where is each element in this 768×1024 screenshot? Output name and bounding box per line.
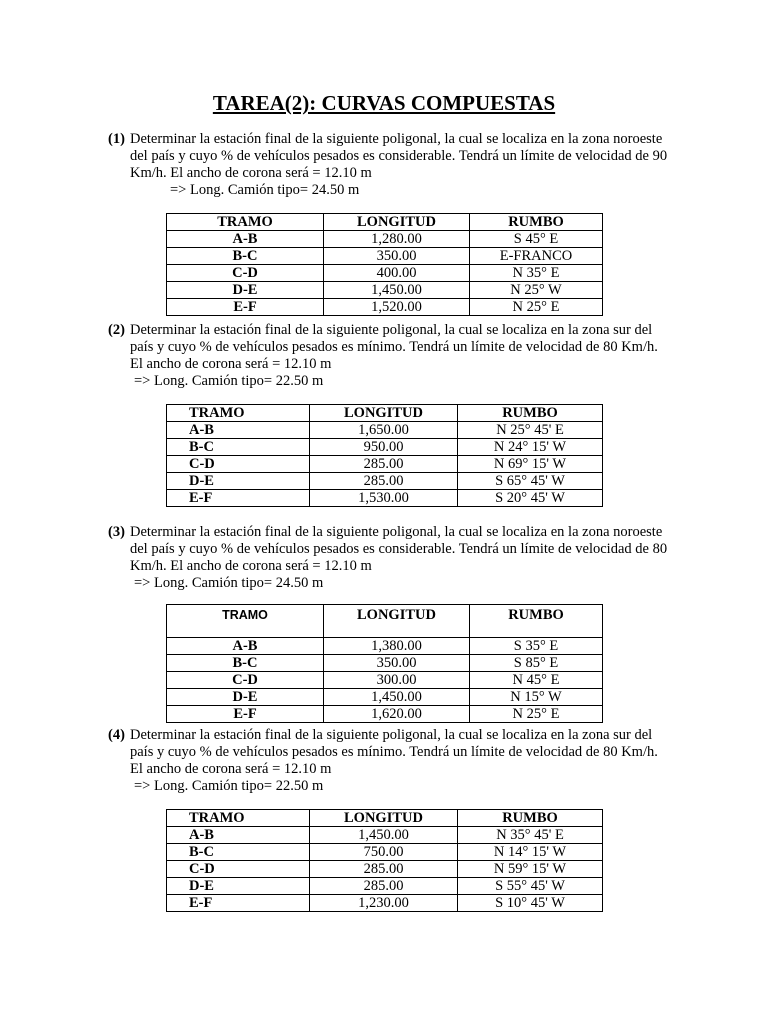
cell-rumbo: S 35° E	[470, 638, 603, 655]
cell-tramo: A-B	[167, 422, 310, 439]
cell-tramo: D-E	[167, 282, 324, 299]
cell-rumbo: N 24° 15' W	[458, 439, 603, 456]
cell-tramo: A-B	[167, 231, 324, 248]
table-header-row	[167, 214, 603, 231]
cell-rumbo: S 85° E	[470, 655, 603, 672]
problem-1	[108, 131, 668, 199]
cell-rumbo: N 69° 15' W	[458, 456, 603, 473]
problem-3	[108, 524, 668, 592]
cell-tramo: C-D	[167, 672, 324, 689]
header-tramo: TRAMO	[167, 810, 310, 827]
cell-longitud: 400.00	[324, 265, 470, 282]
problem-number: (2)	[108, 322, 125, 338]
cell-tramo: A-B	[167, 827, 310, 844]
camion-length: => Long. Camión tipo= 22.50 m	[134, 778, 324, 794]
problem-text: Determinar la estación final de la siguiente poligonal, la cual se localiza en la zona noroeste del país y cuyo % de vehículos pesados es considerable. Tendrá un límite de velocidad de 90 Km/h. El ancho de corona será = 12.10 m	[130, 131, 668, 181]
cell-longitud: 1,280.00	[324, 231, 470, 248]
cell-tramo: B-C	[167, 248, 324, 265]
cell-longitud: 1,230.00	[310, 895, 458, 912]
table-row	[167, 490, 603, 507]
cell-longitud: 1,530.00	[310, 490, 458, 507]
cell-tramo: B-C	[167, 844, 310, 861]
document-title: TAREA(2): CURVAS COMPUESTAS	[212, 91, 556, 115]
table-row	[167, 265, 603, 282]
cell-rumbo: E-FRANCO	[470, 248, 603, 265]
table-row	[167, 844, 603, 861]
table-header-row	[167, 605, 603, 638]
camion-length: => Long. Camión tipo= 24.50 m	[134, 575, 324, 591]
header-tramo: TRAMO	[167, 605, 324, 638]
cell-longitud: 1,450.00	[310, 827, 458, 844]
cell-rumbo: N 14° 15' W	[458, 844, 603, 861]
cell-rumbo: N 35° E	[470, 265, 603, 282]
cell-longitud: 1,380.00	[324, 638, 470, 655]
table-row	[167, 282, 603, 299]
cell-longitud: 285.00	[310, 473, 458, 490]
table-row	[167, 439, 603, 456]
cell-tramo: C-D	[167, 265, 324, 282]
tramo-table-2	[166, 404, 603, 507]
cell-rumbo: N 15° W	[470, 689, 603, 706]
header-longitud: LONGITUD	[324, 214, 470, 231]
cell-rumbo: S 20° 45' W	[458, 490, 603, 507]
cell-longitud: 1,450.00	[324, 282, 470, 299]
cell-longitud: 350.00	[324, 655, 470, 672]
cell-tramo: C-D	[167, 456, 310, 473]
cell-tramo: E-F	[167, 706, 324, 723]
problem-number: (1)	[108, 131, 125, 147]
table-row	[167, 689, 603, 706]
problem-number: (4)	[108, 727, 125, 743]
cell-rumbo: S 65° 45' W	[458, 473, 603, 490]
table-row	[167, 672, 603, 689]
cell-tramo: D-E	[167, 689, 324, 706]
table-row	[167, 422, 603, 439]
cell-longitud: 350.00	[324, 248, 470, 265]
header-rumbo: RUMBO	[458, 810, 603, 827]
problem-text: Determinar la estación final de la siguiente poligonal, la cual se localiza en la zona sur del país y cuyo % de vehículos pesados es mínimo. Tendrá un límite de velocidad de 80 Km/h. El ancho de corona será = 12.10 m	[130, 727, 658, 777]
header-longitud: LONGITUD	[310, 405, 458, 422]
header-tramo: TRAMO	[167, 214, 324, 231]
table-header-row	[167, 405, 603, 422]
table-row	[167, 655, 603, 672]
cell-tramo: E-F	[167, 490, 310, 507]
cell-tramo: E-F	[167, 895, 310, 912]
cell-tramo: D-E	[167, 878, 310, 895]
header-tramo: TRAMO	[167, 405, 310, 422]
table-row	[167, 248, 603, 265]
cell-rumbo: N 45° E	[470, 672, 603, 689]
problem-text: Determinar la estación final de la siguiente poligonal, la cual se localiza en la zona sur del país y cuyo % de vehículos pesados es mínimo. Tendrá un límite de velocidad de 80 Km/h. El ancho de corona será = 12.10 m	[130, 322, 658, 372]
problem-4	[108, 727, 668, 795]
tramo-table-4	[166, 809, 603, 912]
table-row	[167, 231, 603, 248]
cell-rumbo: N 25° E	[470, 706, 603, 723]
table-row	[167, 456, 603, 473]
cell-rumbo: N 25° 45' E	[458, 422, 603, 439]
table-row	[167, 638, 603, 655]
cell-tramo: E-F	[167, 299, 324, 316]
table-row	[167, 473, 603, 490]
cell-rumbo: N 35° 45' E	[458, 827, 603, 844]
camion-length: => Long. Camión tipo= 22.50 m	[134, 373, 324, 389]
cell-rumbo: S 55° 45' W	[458, 878, 603, 895]
cell-longitud: 1,620.00	[324, 706, 470, 723]
cell-rumbo: N 25° W	[470, 282, 603, 299]
cell-longitud: 1,650.00	[310, 422, 458, 439]
cell-tramo: B-C	[167, 655, 324, 672]
problem-2	[108, 322, 668, 390]
cell-rumbo: S 10° 45' W	[458, 895, 603, 912]
header-longitud: LONGITUD	[324, 605, 470, 638]
table-row	[167, 706, 603, 723]
cell-longitud: 1,520.00	[324, 299, 470, 316]
cell-longitud: 950.00	[310, 439, 458, 456]
cell-rumbo: N 59° 15' W	[458, 861, 603, 878]
cell-tramo: A-B	[167, 638, 324, 655]
header-rumbo: RUMBO	[470, 214, 603, 231]
camion-length: => Long. Camión tipo= 24.50 m	[170, 182, 360, 198]
header-rumbo: RUMBO	[458, 405, 603, 422]
problem-text: Determinar la estación final de la siguiente poligonal, la cual se localiza en la zona noroeste del país y cuyo % de vehículos pesados es considerable. Tendrá un límite de velocidad de 80 Km/h. El ancho de corona será = 12.10 m	[130, 524, 668, 574]
cell-longitud: 285.00	[310, 456, 458, 473]
cell-tramo: B-C	[167, 439, 310, 456]
table-header-row	[167, 810, 603, 827]
table-row	[167, 878, 603, 895]
cell-longitud: 285.00	[310, 861, 458, 878]
header-rumbo: RUMBO	[470, 605, 603, 638]
tramo-table-1	[166, 213, 603, 316]
table-row	[167, 827, 603, 844]
cell-tramo: C-D	[167, 861, 310, 878]
cell-tramo: D-E	[167, 473, 310, 490]
cell-longitud: 300.00	[324, 672, 470, 689]
header-longitud: LONGITUD	[310, 810, 458, 827]
cell-longitud: 1,450.00	[324, 689, 470, 706]
problem-number: (3)	[108, 524, 125, 540]
tramo-table-3	[166, 604, 603, 723]
cell-rumbo: N 25° E	[470, 299, 603, 316]
cell-longitud: 750.00	[310, 844, 458, 861]
table-row	[167, 861, 603, 878]
table-row	[167, 895, 603, 912]
cell-rumbo: S 45° E	[470, 231, 603, 248]
cell-longitud: 285.00	[310, 878, 458, 895]
table-row	[167, 299, 603, 316]
